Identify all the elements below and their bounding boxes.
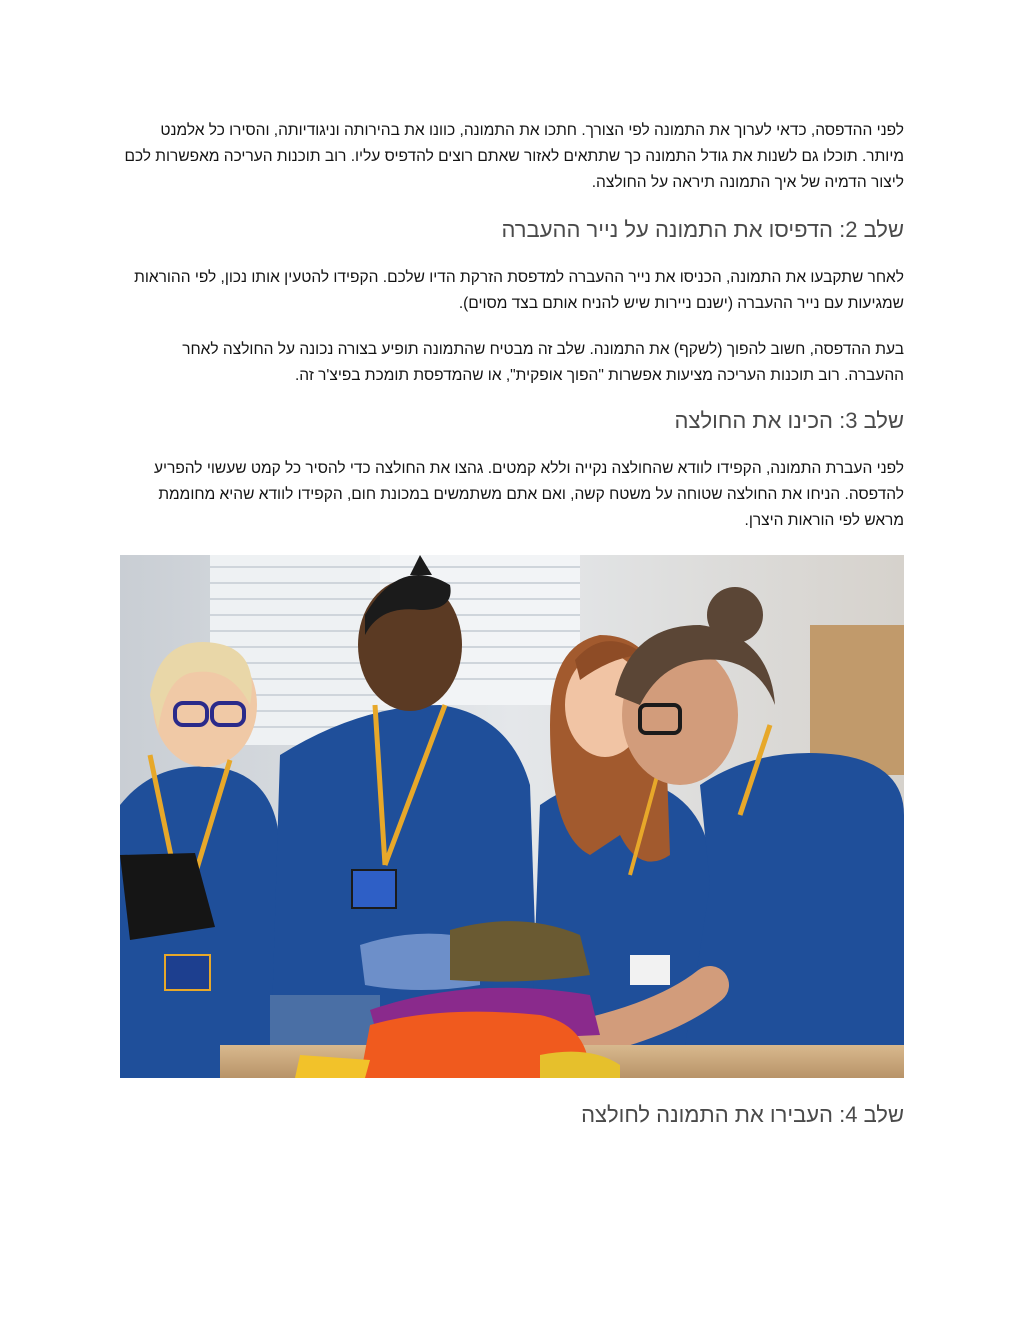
step2-paragraph-2: בעת ההדפסה, חשוב להפוך (לשקף) את התמונה. שלב זה מבטיח שהתמונה תופיע בצורה נכונה על החולצה לאחר ההעברה. רוב תוכנות העריכה מציעות אפשרות "הפוך אופקית", או שהמדפסת תומכת בפיצ'ר זה. xyxy=(182,341,904,384)
step2-heading: שלב 2: הדפיסו את התמונה על נייר ההעברה xyxy=(501,217,904,242)
background-box xyxy=(810,625,904,775)
intro-paragraph: לפני ההדפסה, כדאי לערוך את התמונה לפי הצורך. חתכו את התמונה, כוונו את בהירותה וניגודיותה, והסירו כל אלמנט מיותר. תוכלו גם לשנות את גודל התמונה כך שתתאים לאזור שאתם רוצים להדפיס עליו. רוב תוכנות העריכה מאפשרות לכם ליצור הדמיה של איך התמונה תיראה על החולצה. xyxy=(124,122,904,191)
volunteers-photo-illustration xyxy=(120,555,904,1078)
step2-paragraph-1: לאחר שתקבעו את התמונה, הכניסו את נייר ההעברה למדפסת הזרקת הדיו שלכם. הקפידו להטעין אותו נכון, לפי ההוראות שמגיעות עם נייר ההעברה (ישנם ניירות שיש להניח אותם בצד מסוים). xyxy=(134,269,904,312)
step3-paragraph: לפני העברת התמונה, הקפידו לוודא שהחולצה נקייה וללא קמטים. גהצו את החולצה כדי להסיר כל קמט שעשוי להפריע להדפסה. הניחו את החולצה שטוחה על משטח קשה, ואם אתם משתמשים במכונת חום, הקפידו לוודא שהיא מחוממת מראש לפי הוראות היצרן. xyxy=(154,460,904,529)
volunteers-photo xyxy=(120,555,904,1078)
step4-heading: שלב 4: העבירו את התמונה לחולצה xyxy=(581,1102,904,1127)
step3-heading: שלב 3: הכינו את החולצה xyxy=(674,408,904,433)
document-page xyxy=(120,118,904,1129)
